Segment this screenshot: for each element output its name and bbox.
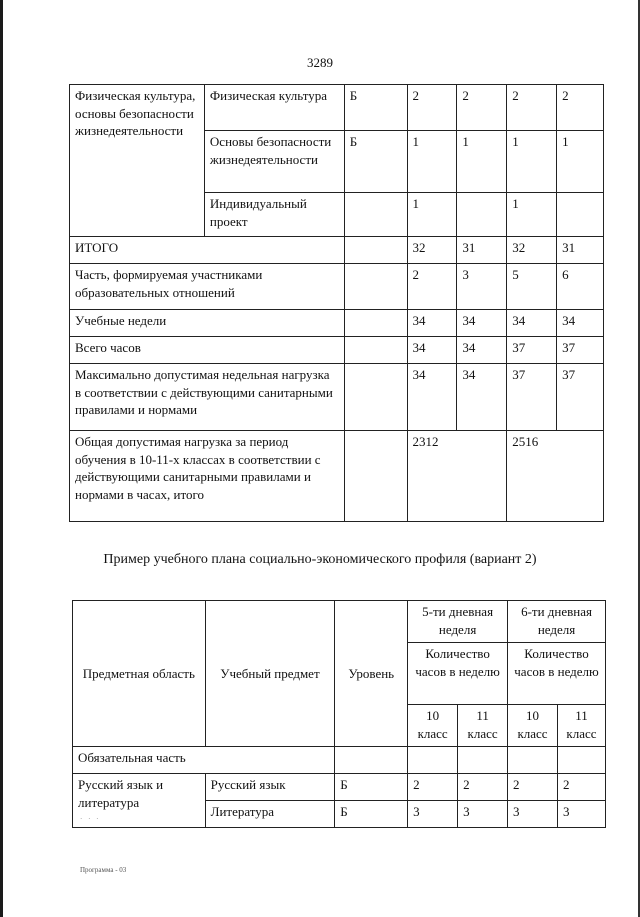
hours-cell: 34 <box>407 364 457 431</box>
hours-cell <box>557 193 604 237</box>
hours-cell: 2 <box>458 774 508 801</box>
hours-cell: 37 <box>507 337 557 364</box>
hours-cell: 34 <box>407 310 457 337</box>
table-row <box>70 310 604 337</box>
hours-cell: 3 <box>457 264 507 310</box>
footer-text: Программа - 03 <box>80 866 127 874</box>
hours-cell: 2 <box>557 85 604 131</box>
hours-cell: 34 <box>457 310 507 337</box>
curriculum-table-socio-economic <box>72 600 606 828</box>
row-label: Часть, формируемая участниками образовательных отношений <box>70 264 345 310</box>
total-five-day-cell: 2312 <box>407 431 507 522</box>
hours-cell: 1 <box>507 131 557 193</box>
hours-cell: 37 <box>557 364 604 431</box>
hours-cell: 34 <box>507 310 557 337</box>
hours-cell: 3 <box>557 801 605 828</box>
hours-cell: 31 <box>557 237 604 264</box>
row-label: ИТОГО <box>70 237 345 264</box>
table-row <box>70 85 604 131</box>
hours-cell: 2 <box>457 85 507 131</box>
subject-cell: Основы безопасности жизнедеятельности <box>204 131 344 193</box>
level-cell: Б <box>344 85 407 131</box>
table-row <box>73 774 606 801</box>
scan-noise: · · · <box>80 815 101 823</box>
table-row-total <box>70 237 604 264</box>
hours-cell: 3 <box>458 801 508 828</box>
hours-cell: 1 <box>407 131 457 193</box>
header-grade-11: 11 класс <box>458 705 508 747</box>
subject-area-cell: Русский язык и литература <box>73 774 206 828</box>
header-five-day-week: 5-ти дневная неделя <box>408 601 508 643</box>
row-label: Учебные недели <box>70 310 345 337</box>
hours-cell: 34 <box>457 364 507 431</box>
hours-cell: 2 <box>407 264 457 310</box>
hours-cell: 2 <box>408 774 458 801</box>
curriculum-table-continued <box>69 84 604 522</box>
table-row <box>70 431 604 522</box>
subject-area-cell: Физическая культура, основы безопасности жизнедеятельности <box>70 85 205 237</box>
section-row <box>73 747 606 774</box>
header-hours-per-week: Количество часов в неделю <box>408 643 508 705</box>
hours-cell: 34 <box>557 310 604 337</box>
row-label: Всего часов <box>70 337 345 364</box>
hours-cell: 6 <box>557 264 604 310</box>
header-row <box>73 601 606 643</box>
hours-cell: 2 <box>557 774 605 801</box>
hours-cell: 2 <box>407 85 457 131</box>
level-cell: Б <box>344 131 407 193</box>
level-cell: Б <box>335 801 408 828</box>
hours-cell: 37 <box>507 364 557 431</box>
scan-edge-left <box>0 0 3 917</box>
table-row <box>70 364 604 431</box>
table-caption: Пример учебного плана социально-экономического профиля (вариант 2) <box>103 552 537 567</box>
total-six-day-cell: 2516 <box>507 431 604 522</box>
hours-cell: 2 <box>508 774 558 801</box>
table-row <box>70 337 604 364</box>
hours-cell <box>457 193 507 237</box>
subject-cell: Русский язык <box>205 774 335 801</box>
hours-cell: 1 <box>457 131 507 193</box>
hours-cell: 31 <box>457 237 507 264</box>
hours-cell: 1 <box>557 131 604 193</box>
header-grade-11: 11 класс <box>557 705 605 747</box>
level-cell: Б <box>335 774 408 801</box>
hours-cell: 2 <box>507 85 557 131</box>
hours-cell: 1 <box>407 193 457 237</box>
row-label: Общая допустимая нагрузка за период обучения в 10-11-х классах в соответствии с действующими санитарными правилами и нормами в часах, итого <box>70 431 345 522</box>
table-row <box>70 264 604 310</box>
header-six-day-week: 6-ти дневная неделя <box>508 601 606 643</box>
hours-cell: 34 <box>457 337 507 364</box>
header-level: Уровень <box>335 601 408 747</box>
hours-cell: 34 <box>407 337 457 364</box>
row-label: Максимально допустимая недельная нагрузка в соответствии с действующими санитарными правилами и нормами <box>70 364 345 431</box>
section-label: Обязательная часть <box>73 747 335 774</box>
hours-cell: 32 <box>407 237 457 264</box>
header-subject-area: Предметная область <box>73 601 206 747</box>
header-grade-10: 10 класс <box>508 705 558 747</box>
hours-cell: 37 <box>557 337 604 364</box>
header-grade-10: 10 класс <box>408 705 458 747</box>
subject-cell: Физическая культура <box>204 85 344 131</box>
level-cell <box>344 193 407 237</box>
hours-cell: 3 <box>508 801 558 828</box>
hours-cell: 3 <box>408 801 458 828</box>
header-hours-per-week: Количество часов в неделю <box>508 643 606 705</box>
subject-cell: Индивидуальный проект <box>204 193 344 237</box>
hours-cell: 32 <box>507 237 557 264</box>
hours-cell: 1 <box>507 193 557 237</box>
hours-cell: 5 <box>507 264 557 310</box>
header-subject: Учебный предмет <box>205 601 335 747</box>
page-number: 3289 <box>307 55 333 70</box>
subject-cell: Литература <box>205 801 335 828</box>
